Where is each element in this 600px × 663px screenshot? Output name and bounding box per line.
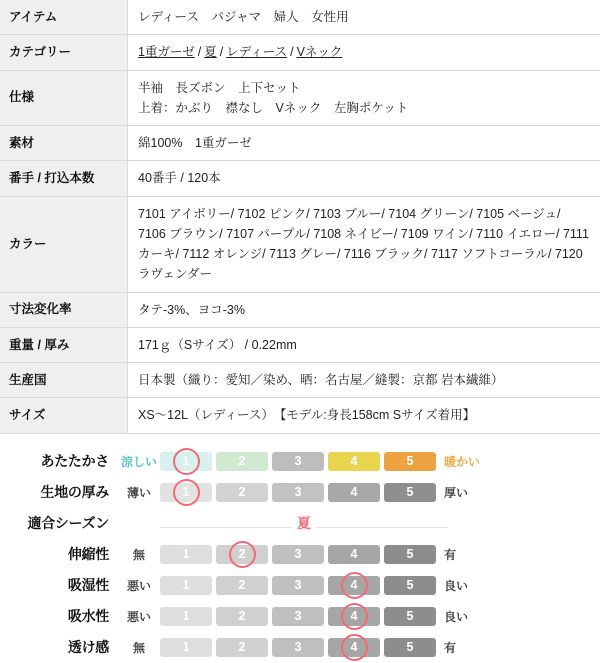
gauge-right-moisture-absorption: 良い <box>436 577 492 594</box>
gauge-right-warmth: 暖かい <box>436 453 492 470</box>
category-link-gauze[interactable]: 1重ガーゼ <box>138 45 195 59</box>
gauge-right-thickness: 厚い <box>436 484 492 501</box>
gauge-cell: 1 <box>160 607 212 626</box>
gauge-row-water-absorption <box>0 601 600 632</box>
gauge-left-water-absorption: 悪い <box>118 608 160 625</box>
gauge-cell: 2 <box>216 483 268 502</box>
gauge-cell: 5 <box>384 638 436 657</box>
gauge-left-moisture-absorption: 悪い <box>118 577 160 594</box>
gauge-left-stretch: 無 <box>118 546 160 563</box>
spec-header-item: アイテム <box>0 0 128 35</box>
gauge-cell: 2 <box>216 638 268 657</box>
spec-value-size: XS〜12L（レディース） 【モデル:身長158cm Sサイズ着用】 <box>128 398 600 433</box>
category-separator: / <box>287 45 296 59</box>
category-link-summer[interactable]: 夏 <box>204 45 217 59</box>
spec-value-category <box>128 35 600 70</box>
table-row <box>0 0 600 35</box>
gauge-label-season: 適合シーズン <box>0 513 118 533</box>
gauge-right-water-absorption: 良い <box>436 608 492 625</box>
gauge-cell: 3 <box>272 638 324 657</box>
gauge-cell: 5 <box>384 545 436 564</box>
gauge-cell: 3 <box>272 545 324 564</box>
gauge-label-sheerness: 透け感 <box>0 637 118 657</box>
gauge-label-moisture-absorption: 吸湿性 <box>0 575 118 595</box>
gauge-cell: 1 <box>160 545 212 564</box>
category-separator: / <box>217 45 226 59</box>
gauge-cell: 3 <box>272 576 324 595</box>
table-row <box>0 398 600 433</box>
gauge-cells-season <box>160 514 448 533</box>
spec-value-shrinkage: タテ-3%、ヨコ-3% <box>128 292 600 327</box>
gauge-right-stretch: 有 <box>436 546 492 563</box>
gauge-cell: 4 <box>328 545 380 564</box>
spec-value-item: レディース パジャマ 婦人 女性用 <box>128 0 600 35</box>
spec-value-color: 7101 アイボリー/ 7102 ピンク/ 7103 ブルー/ 7104 グリーン/ 7105 ベージュ/ 7106 ブラウン/ 7107 パープル/ 7108 ネイビー/ 7109 ワイン/ 7110 イエロー/ 7111 カーキ/ 7112 オレンジ/ 7113 グレー/ 7116 ブラック/ 7117 ソフトコーラル/ 7120 ラヴェンダー <box>128 196 600 292</box>
gauge-cell: 4 <box>328 452 380 471</box>
gauge-cell: 5 <box>384 576 436 595</box>
gauge-cell: 3 <box>272 452 324 471</box>
gauge-cells-moisture-absorption <box>160 576 436 595</box>
gauge-left-warmth: 涼しい <box>118 453 160 470</box>
gauge-cell: 2 <box>216 452 268 471</box>
gauge-row-season <box>0 508 600 539</box>
gauge-cell: 2 <box>216 576 268 595</box>
gauge-cell: 1 <box>160 576 212 595</box>
gauge-section <box>0 434 600 663</box>
gauge-left-thickness: 薄い <box>118 484 160 501</box>
specification-line-2: 上着：かぶり 襟なし Vネック 左胸ポケット <box>138 98 590 118</box>
category-link-ladies[interactable]: レディース <box>226 45 287 59</box>
gauge-row-sheerness <box>0 632 600 663</box>
gauge-cell: 4 <box>328 638 380 657</box>
spec-value-yarn-count: 40番手 / 120本 <box>128 161 600 196</box>
season-value: 夏 <box>291 513 317 533</box>
spec-header-material: 素材 <box>0 126 128 161</box>
table-row <box>0 70 600 126</box>
spec-value-country: 日本製（織り：愛知／染め、晒：名古屋／縫製：京都 岩本繊維） <box>128 363 600 398</box>
spec-header-category: カテゴリー <box>0 35 128 70</box>
spec-header-specification: 仕様 <box>0 70 128 126</box>
table-row <box>0 363 600 398</box>
gauge-label-stretch: 伸縮性 <box>0 544 118 564</box>
specification-line-1: 半袖 長ズボン 上下セット <box>138 78 590 98</box>
gauge-label-water-absorption: 吸水性 <box>0 606 118 626</box>
spec-value-material: 綿100% 1重ガーゼ <box>128 126 600 161</box>
table-row <box>0 327 600 362</box>
gauge-cell: 4 <box>328 607 380 626</box>
gauge-cells-stretch <box>160 545 436 564</box>
gauge-cells-warmth <box>160 452 436 471</box>
gauge-cells-water-absorption <box>160 607 436 626</box>
gauge-cell: 5 <box>384 483 436 502</box>
spec-header-weight-thickness: 重量 / 厚み <box>0 327 128 362</box>
category-separator: / <box>195 45 204 59</box>
gauge-right-sheerness: 有 <box>436 639 492 656</box>
spec-header-color: カラー <box>0 196 128 292</box>
gauge-cell: 5 <box>384 452 436 471</box>
gauge-cell: 2 <box>216 545 268 564</box>
gauge-row-moisture-absorption <box>0 570 600 601</box>
gauge-label-warmth: あたたかさ <box>0 451 118 471</box>
spec-header-shrinkage: 寸法変化率 <box>0 292 128 327</box>
table-row <box>0 126 600 161</box>
spec-value-weight-thickness: 171ｇ（Sサイズ） / 0.22mm <box>128 327 600 362</box>
gauge-cell: 4 <box>328 483 380 502</box>
gauge-label-thickness: 生地の厚み <box>0 482 118 502</box>
table-row <box>0 196 600 292</box>
gauge-cells-sheerness <box>160 638 436 657</box>
gauge-cell: 3 <box>272 607 324 626</box>
table-row <box>0 161 600 196</box>
category-link-vneck[interactable]: Vネック <box>297 45 343 59</box>
spec-header-yarn-count: 番手 / 打込本数 <box>0 161 128 196</box>
gauge-cell: 5 <box>384 607 436 626</box>
gauge-cell: 1 <box>160 638 212 657</box>
gauge-cells-thickness <box>160 483 436 502</box>
table-row <box>0 35 600 70</box>
gauge-cell: 1 <box>160 483 212 502</box>
gauge-row-thickness <box>0 477 600 508</box>
gauge-row-stretch <box>0 539 600 570</box>
gauge-cell: 1 <box>160 452 212 471</box>
gauge-left-sheerness: 無 <box>118 639 160 656</box>
gauge-row-warmth <box>0 446 600 477</box>
gauge-cell: 2 <box>216 607 268 626</box>
gauge-cell: 4 <box>328 576 380 595</box>
spec-value-specification <box>128 70 600 126</box>
spec-header-country: 生産国 <box>0 363 128 398</box>
gauge-cell: 3 <box>272 483 324 502</box>
spec-header-size: サイズ <box>0 398 128 433</box>
table-row <box>0 292 600 327</box>
